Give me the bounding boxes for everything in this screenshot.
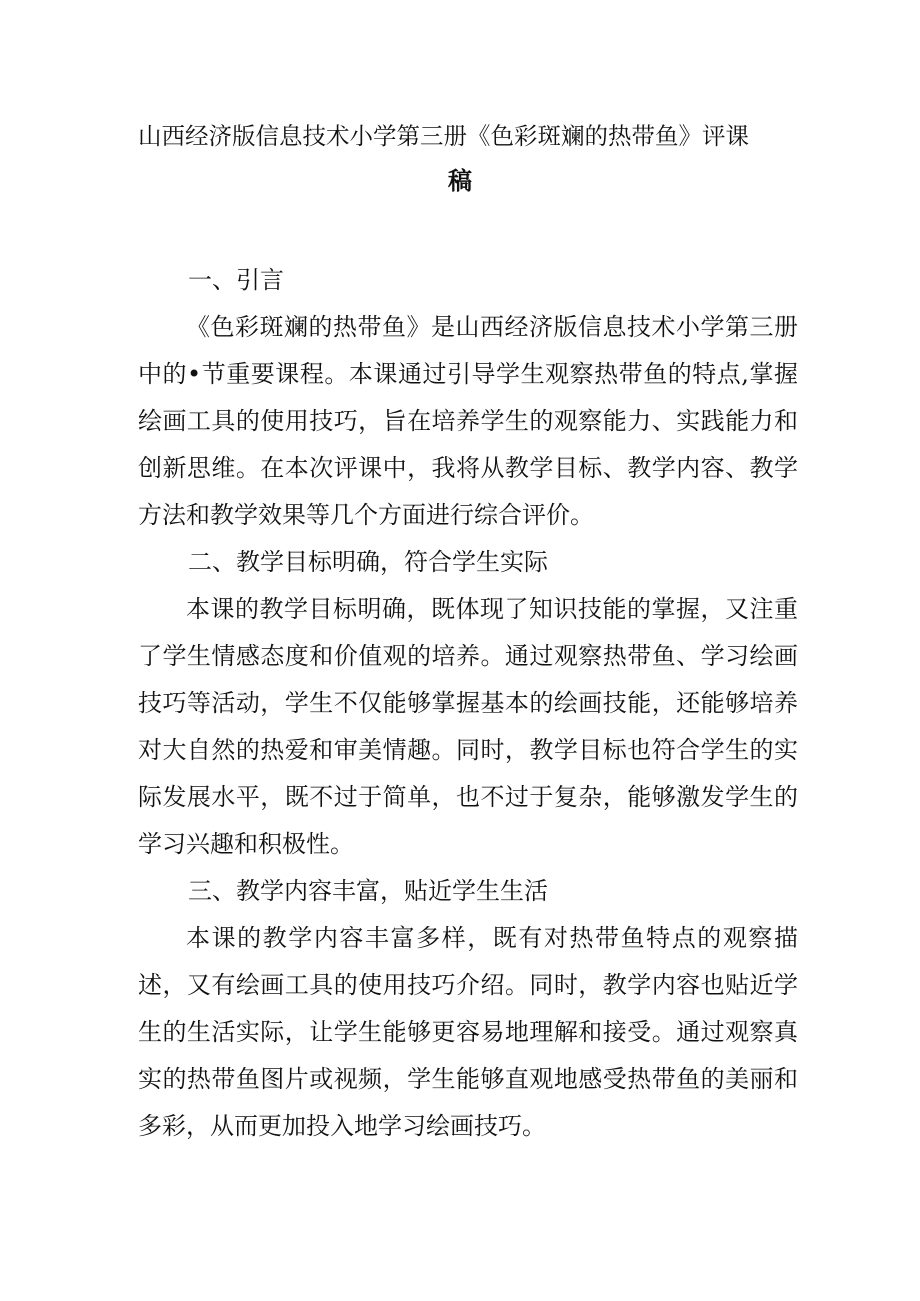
section-heading-introduction: 一、引言 — [188, 266, 284, 294]
document-body — [138, 257, 798, 1150]
section-paragraph-introduction: 《色彩斑斓的热带鱼》是山西经济版信息技术小学第三册中的•节重要课程。本课通过引导学生观察热带鱼的特点,掌握绘画工具的使用技巧，旨在培养学生的观察能力、实践能力和创新思维。在本次评课中，我将从教学目标、教学内容、教学方法和教学效果等几个方面进行综合评价。 — [138, 313, 798, 529]
section-heading-objectives: 二、教学目标明确，符合学生实际 — [188, 548, 548, 576]
section-heading-content: 三、教学内容丰富，贴近学生生活 — [188, 877, 548, 905]
section-paragraph-content: 本课的教学内容丰富多样，既有对热带鱼特点的观察描述，又有绘画工具的使用技巧介绍。同时，教学内容也贴近学生的生活实际，让学生能够更容易地理解和接受。通过观察真实的热带鱼图片或视频，学生能够直观地感受热带鱼的美丽和多彩，从而更加投入地学习绘画技巧。 — [138, 924, 798, 1140]
document-title: 山西经济版信息技术小学第三册《色彩斑斓的热带鱼》评课 — [138, 122, 749, 150]
document-title-continuation: 稿 — [448, 167, 472, 195]
section-paragraph-objectives: 本课的教学目标明确，既体现了知识技能的掌握，又注重了学生情感态度和价值观的培养。通过观察热带鱼、学习绘画技巧等活动，学生不仅能够掌握基本的绘画技能，还能够培养对大自然的热爱和审美情趣。同时，教学目标也符合学生的实际发展水平，既不过于简单，也不过于复杂，能够激发学生的学习兴趣和积极性。 — [138, 595, 798, 858]
